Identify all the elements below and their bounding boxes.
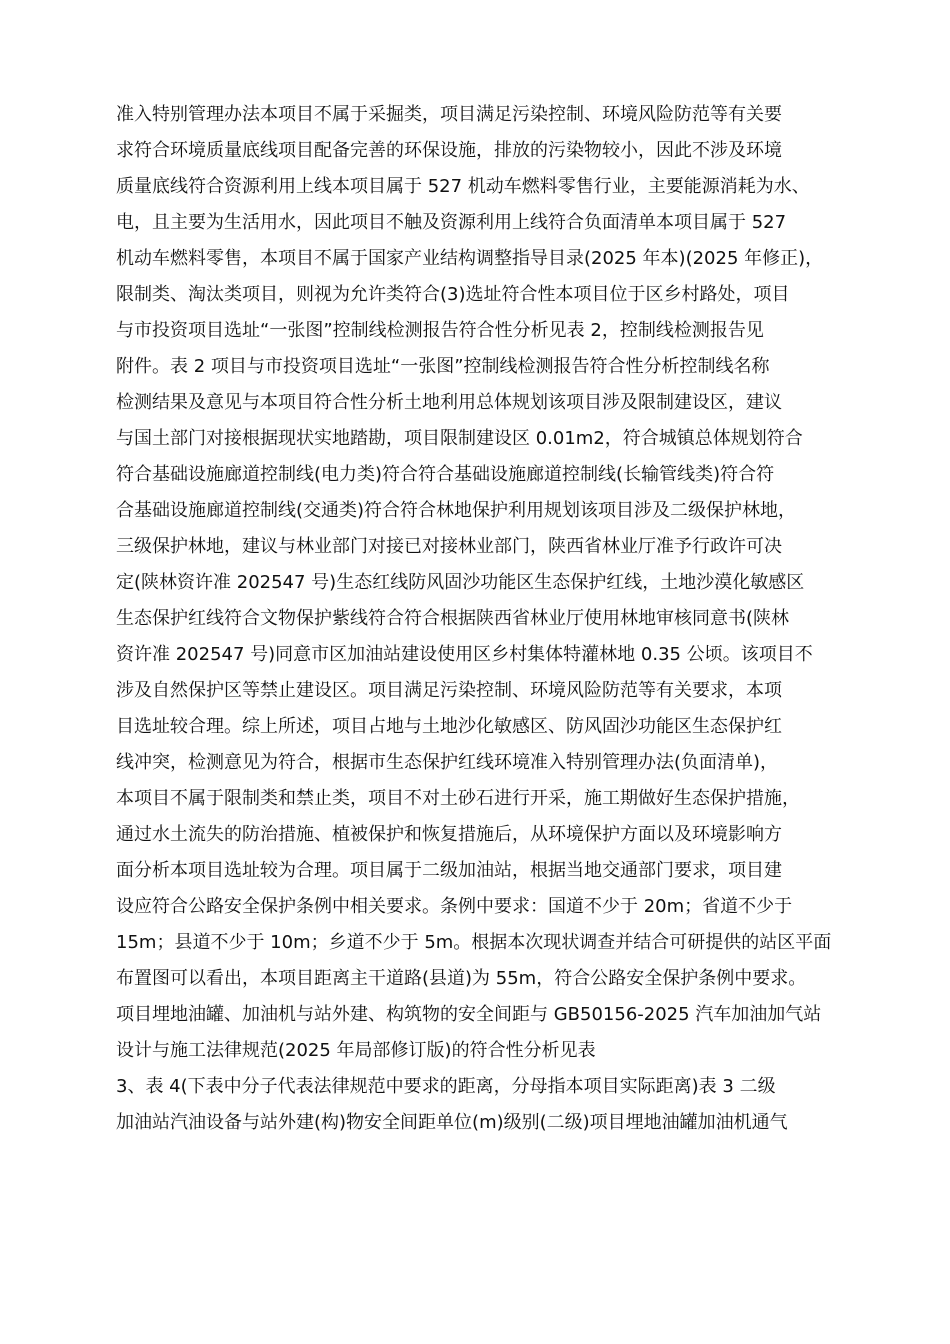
text-line: 求符合环境质量底线项目配备完善的环保设施，排放的污染物较小，因此不涉及环境: [116, 140, 782, 161]
text-line: 检测结果及意见与本项目符合性分析土地利用总体规划该项目涉及限制建设区，建议: [116, 392, 782, 413]
text-line: 限制类、淘汰类项目，则视为允许类符合(3)选址符合性本项目位于区乡村路处，项目: [116, 284, 790, 305]
text-line: 电，且主要为生活用水，因此项目不触及资源利用上线符合负面清单本项目属于 527: [116, 212, 787, 233]
text-line: 本项目不属于限制类和禁止类，项目不对土砂石进行开采，施工期做好生态保护措施，: [116, 788, 800, 809]
text-line: 与市投资项目选址“一张图”控制线检测报告符合性分析见表 2，控制线检测报告见: [116, 320, 764, 341]
text-line: 定(陕林资许准 202547 号)生态红线防风固沙功能区生态保护红线，土地沙漠化敏感区: [116, 572, 805, 593]
text-line: 机动车燃料零售，本项目不属于国家产业结构调整指导目录(2025 年本)(2025 年修正)，: [116, 248, 824, 269]
text-line: 三级保护林地，建议与林业部门对接已对接林业部门，陕西省林业厅准予行政许可决: [116, 536, 782, 557]
text-line: 布置图可以看出，本项目距离主干道路(县道)为 55m，符合公路安全保护条例中要求。: [116, 968, 807, 989]
text-line: 质量底线符合资源利用上线本项目属于 527 机动车燃料零售行业，主要能源消耗为水、: [116, 176, 810, 197]
text-line: 加油站汽油设备与站外建(构)物安全间距单位(m)级别(二级)项目埋地油罐加油机通气: [116, 1112, 788, 1133]
text-line: 通过水土流失的防治措施、植被保护和恢复措施后，从环境保护方面以及环境影响方: [116, 824, 782, 845]
text-line: 线冲突，检测意见为符合，根据市生态保护红线环境准入特别管理办法(负面清单)，: [116, 752, 779, 773]
text-line: 项目埋地油罐、加油机与站外建、构筑物的安全间距与 GB50156-2025 汽车加油加气站: [116, 1004, 822, 1025]
text-line: 目选址较合理。综上所述，项目占地与土地沙化敏感区、防风固沙功能区生态保护红: [116, 716, 782, 737]
text-line: 设计与施工法律规范(2025 年局部修订版)的符合性分析见表: [116, 1040, 596, 1061]
text-line: 符合基础设施廊道控制线(电力类)符合符合基础设施廊道控制线(长输管线类)符合符: [116, 464, 775, 485]
text-line: 设应符合公路安全保护条例中相关要求。条例中要求：国道不少于 20m；省道不少于: [116, 896, 793, 917]
text-line: 与国土部门对接根据现状实地踏勘，项目限制建设区 0.01m2，符合城镇总体规划符合: [116, 428, 803, 449]
text-line: 生态保护红线符合文物保护紫线符合符合根据陕西省林业厅使用林地审核同意书(陕林: [116, 608, 790, 629]
text-line: 准入特别管理办法本项目不属于采掘类，项目满足污染控制、环境风险防范等有关要: [116, 104, 782, 125]
text-line: 面分析本项目选址较为合理。项目属于二级加油站，根据当地交通部门要求，项目建: [116, 860, 782, 881]
text-line: 合基础设施廊道控制线(交通类)符合符合林地保护利用规划该项目涉及二级保护林地，: [116, 500, 797, 521]
text-line: 涉及自然保护区等禁止建设区。项目满足污染控制、环境风险防范等有关要求，本项: [116, 680, 782, 701]
text-line: 15m；县道不少于 10m；乡道不少于 5m。根据本次现状调查并结合可研提供的站区平面: [116, 932, 832, 953]
text-line: 3、表 4(下表中分子代表法律规范中要求的距离，分母指本项目实际距离)表 3 二级: [116, 1076, 776, 1097]
text-line: 资许准 202547 号)同意市区加油站建设使用区乡村集体特灌林地 0.35 公顷。该项目不: [116, 644, 813, 665]
text-line: 附件。表 2 项目与市投资项目选址“一张图”控制线检测报告符合性分析控制线名称: [116, 356, 770, 377]
